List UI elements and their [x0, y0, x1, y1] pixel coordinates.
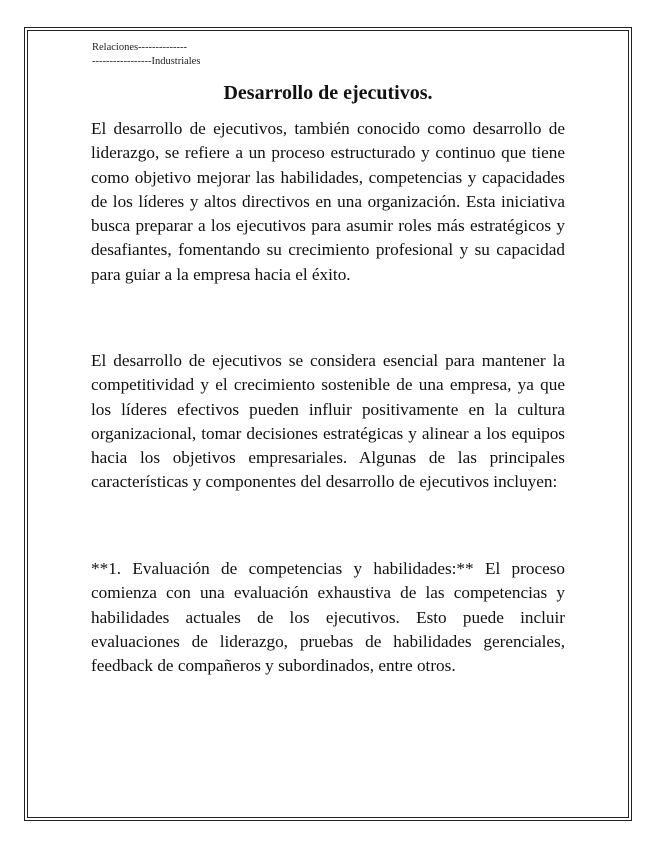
- document-title: Desarrollo de ejecutivos.: [223, 82, 433, 104]
- paragraph-evaluation: **1. Evaluación de competencias y habilidades:** El proceso comienza con una evaluación exhaustiva de las competencias y habilidades actuales de los ejecutivos. Esto puede incluir evaluaciones de liderazgo, pruebas de habilidades gerenciales, feedback de compañeros y subordinados, entre otros.: [91, 559, 565, 676]
- paragraph-importance: El desarrollo de ejecutivos se considera esencial para mantener la competitividad y el crecimiento sostenible de una empresa, ya que los líderes efectivos pueden influir positivamente en la cultura organizacional, tomar decisiones estratégicas y alinear a los equipos hacia los objetivos empresariales. Algunas de las principales características y componentes del desarrollo de ejecutivos incluyen:: [91, 351, 565, 492]
- document-page: [24, 27, 632, 821]
- paragraph-intro: El desarrollo de ejecutivos, también conocido como desarrollo de liderazgo, se refiere a un proceso estructurado y continuo que tiene como objetivo mejorar las habilidades, competencias y capacidades de los líderes y altos directivos en una organización. Esta iniciativa busca preparar a los ejecutivos para asumir roles más estratégicos y desafiantes, fomentando su crecimiento profesional y su capacidad para guiar a la empresa hacia el éxito.: [91, 119, 565, 284]
- header-line-2: -----------------Industriales: [92, 56, 201, 67]
- page-header: [92, 41, 200, 69]
- header-line-1: Relaciones--------------: [92, 42, 188, 53]
